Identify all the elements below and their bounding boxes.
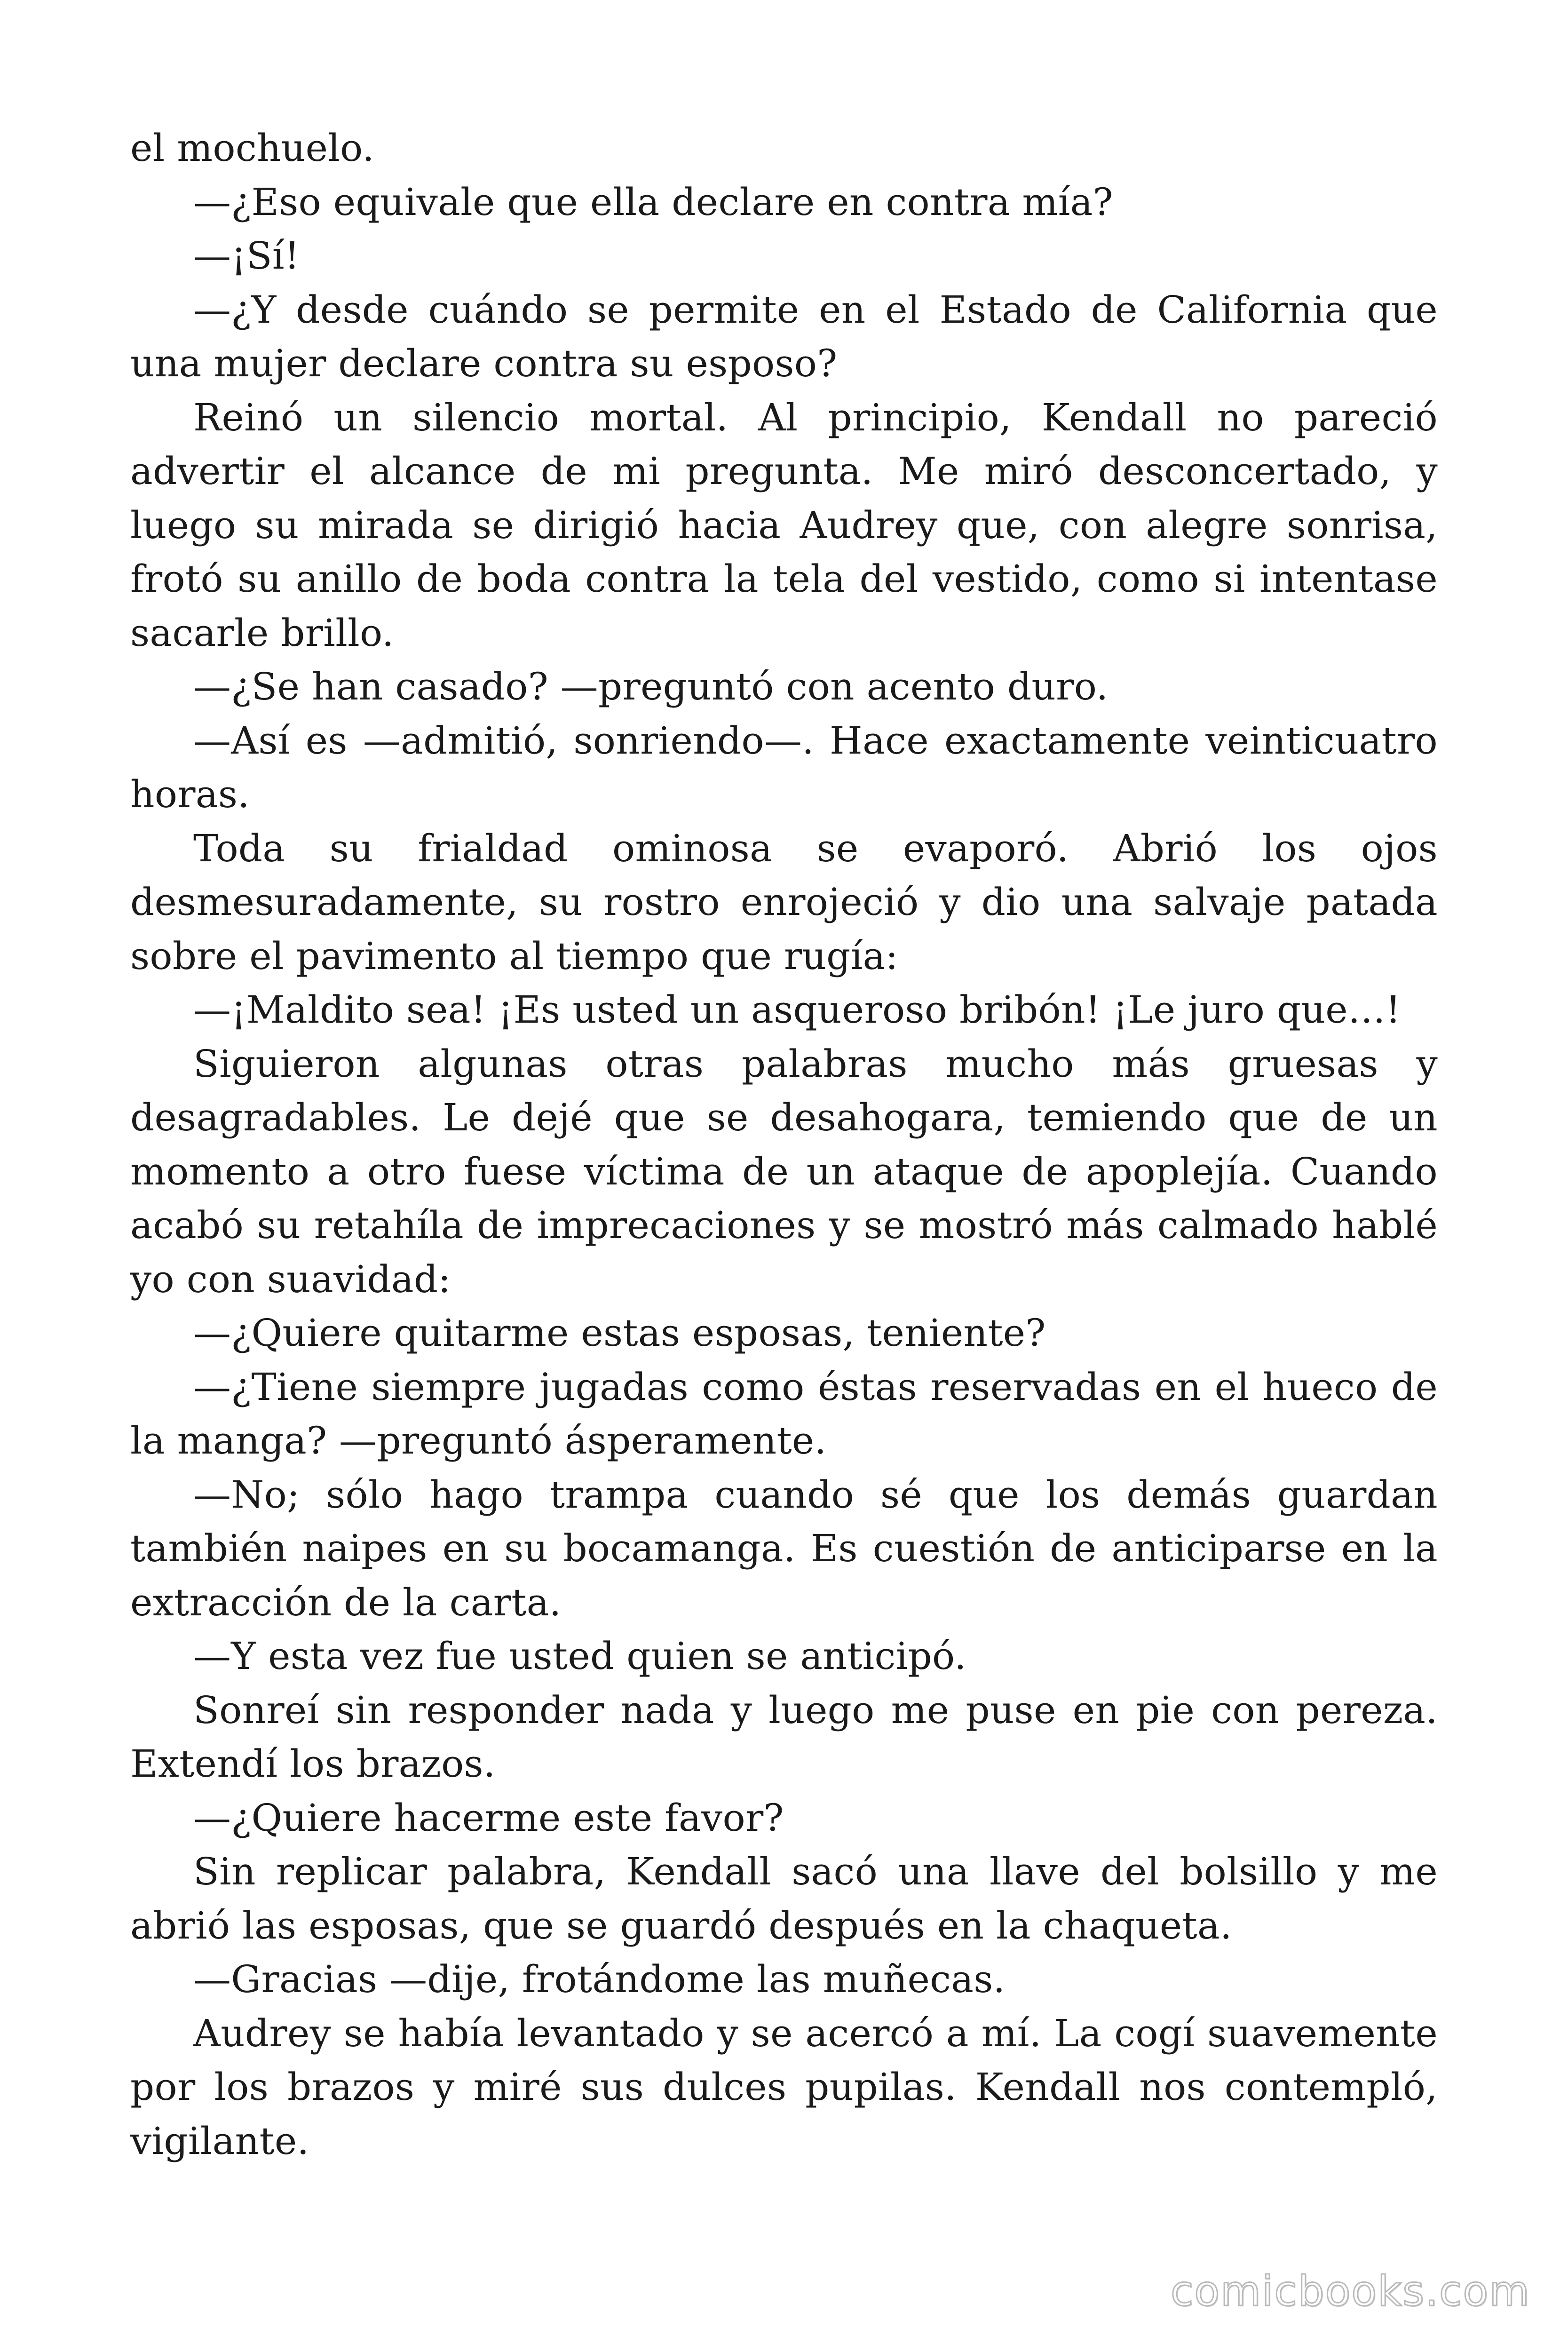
- paragraph: —¿Y desde cuándo se permite en el Estado de California que una mujer declare contra su esposo?: [130, 287, 1438, 385]
- text-body: [130, 121, 1438, 2168]
- paragraph: Reinó un silencio mortal. Al principio, Kendall no pareció advertir el alcance de mi pregunta. Me miró desconcertado, y luego su mirada se dirigió hacia Audrey que, con alegre sonrisa, frotó su anillo de boda contra la tela del vestido, como si intentase sacarle brillo.: [130, 395, 1438, 655]
- paragraph: Audrey se había levantado y se acercó a mí. La cogí suavemente por los brazos y miré sus dulces pupilas. Kendall nos contempló, vigilante.: [130, 2011, 1438, 2163]
- paragraph: Sonreí sin responder nada y luego me puse en pie con pereza. Extendí los brazos.: [130, 1688, 1438, 1786]
- paragraph: —¿Quiere hacerme este favor?: [193, 1796, 784, 1840]
- paragraph: Toda su frialdad ominosa se evaporó. Abrió los ojos desmesuradamente, su rostro enrojeció y dio una salvaje patada sobre el pavimento al tiempo que rugía:: [130, 826, 1438, 978]
- paragraph: —¿Se han casado? —preguntó con acento duro.: [193, 665, 1109, 708]
- paragraph: —Y esta vez fue usted quien se anticipó.: [193, 1634, 966, 1678]
- paragraph: —Gracias —dije, frotándome las muñecas.: [193, 1957, 1006, 2001]
- paragraph: —¿Eso equivale que ella declare en contra mía?: [193, 180, 1113, 224]
- paragraph: —Así es —admitió, sonriendo—. Hace exactamente veinticuatro horas.: [130, 718, 1438, 816]
- watermark-logo: comicbooks.com: [1170, 2267, 1530, 2315]
- paragraph: —¡Sí!: [193, 234, 300, 278]
- paragraph: Sin replicar palabra, Kendall sacó una llave del bolsillo y me abrió las esposas, que se guardó después en la chaqueta.: [130, 1850, 1438, 1947]
- paragraph: —¿Tiene siempre jugadas como éstas reservadas en el hueco de la manga? —preguntó ásperamente.: [130, 1365, 1438, 1462]
- paragraph: —¿Quiere quitarme estas esposas, teniente?: [193, 1311, 1046, 1355]
- paragraph: —No; sólo hago trampa cuando sé que los demás guardan también naipes en su bocamanga. Es cuestión de anticiparse en la extracción de la carta.: [130, 1472, 1438, 1624]
- paragraph: Siguieron algunas otras palabras mucho más gruesas y desagradables. Le dejé que se desahogara, temiendo que de un momento a otro fuese víctima de un ataque de apoplejía. Cuando acabó su retahíla de imprecaciones y se mostró más calmado hablé yo con suavidad:: [130, 1041, 1438, 1301]
- paragraph: el mochuelo.: [130, 126, 374, 170]
- paragraph: —¡Maldito sea! ¡Es usted un asqueroso bribón! ¡Le juro que…!: [193, 988, 1401, 1032]
